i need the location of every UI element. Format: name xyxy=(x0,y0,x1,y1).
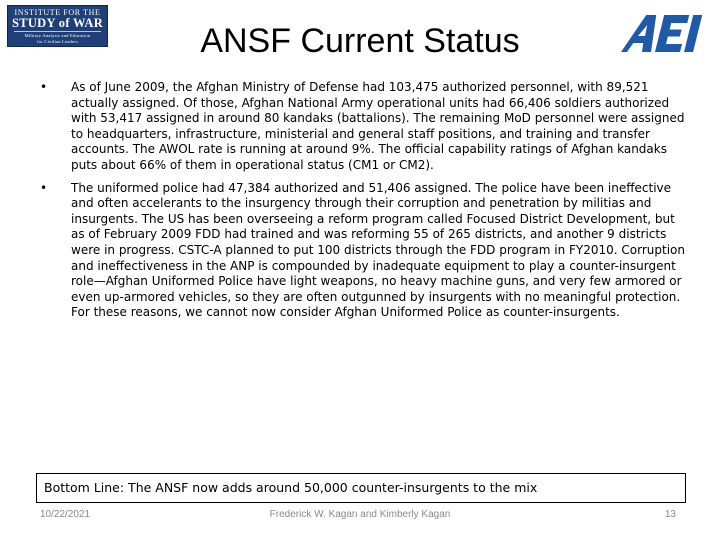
isw-logo-line1: INSTITUTE FOR THE xyxy=(14,8,101,17)
footer-page-number: 13 xyxy=(664,509,676,520)
bullet-list xyxy=(40,80,685,328)
bullet-dot-icon: • xyxy=(40,180,48,195)
bullet-dot-icon: • xyxy=(40,80,48,94)
footer-date: 10/22/2021 xyxy=(40,509,91,520)
bullet-text: The uniformed police had 47,384 authorized and 51,406 assigned. The police have been ineffective and often accelerants to the insurgency through their corruption and penetration by militias and insurgents. The US has been overseeing a reform program called Focused District Development, but as of February 2009 FDD had trained and was reforming 55 of 265 districts, and another 9 districts were in progress. CSTC-A planned to put 100 districts through the FDD program in FY2010. Corruption and ineffectiveness in the ANP is compounded by inadequate equipment to play a counter-insurgent role—Afghan Uniformed Police have light weapons, no heavy machine guns, and very few armored or even up-armored vehicles, so they are often outgunned by insurgents with no meaningful protection. For these reasons, we cannot now consider Afghan Uniformed Police as counter-insurgents. xyxy=(71,180,685,320)
bullet-item xyxy=(40,181,685,321)
footer-authors: Frederick W. Kagan and Kimberly Kagan xyxy=(269,509,451,520)
isw-logo-line3: Military Analysis and Education xyxy=(24,33,91,38)
isw-logo-line2: STUDY of WAR xyxy=(11,16,104,30)
bottom-line-text: Bottom Line: The ANSF now adds around 50,000 counter-insurgents to the mix xyxy=(44,480,538,495)
bullet-item xyxy=(40,80,685,174)
isw-logo-line4: for Civilian Leaders xyxy=(37,39,78,44)
slide-title: ANSF Current Status xyxy=(200,22,520,60)
bullet-text: As of June 2009, the Afghan Ministry of Defense had 103,475 authorized personnel, with 89,521 actually assigned. Of those, Afghan National Army operational units had 66,406 soldiers authorized with 53,417 assigned in around 80 kandaks (battalions). The remaining MoD personnel were assigned to headquarters, infrastructure, ministerial and general staff positions, and training and transfer accounts. The AWOL rate is running at around 9%. The official capability ratings of Afghan kandaks puts about 66% of them in operational status (CM1 or CM2). xyxy=(71,80,685,172)
bottom-line-box xyxy=(36,473,686,503)
